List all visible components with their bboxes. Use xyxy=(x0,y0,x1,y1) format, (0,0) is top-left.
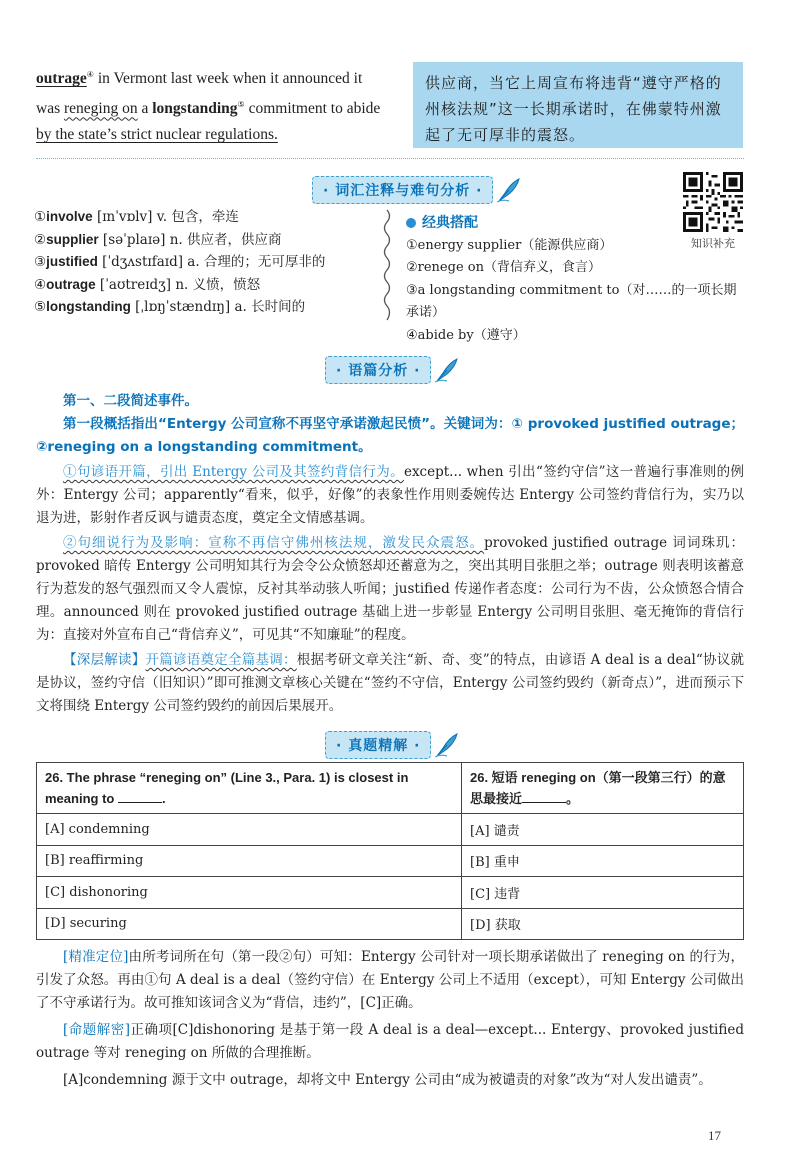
quill-pen-icon xyxy=(433,732,459,758)
distractor-analysis: [A]condemning 源于文中 outrage，却将文中 Entergy 公司由“成为被谴责的对象”改为“对人发出谴责”。 xyxy=(63,1072,712,1088)
analysis-section-header xyxy=(325,357,459,383)
option-b-zh[interactable]: [B] 重申 xyxy=(462,845,744,877)
option-row-a[interactable] xyxy=(37,814,744,846)
passage-text: by the state’s strict nuclear regulations. xyxy=(36,126,278,144)
vocab-word-outrage: outrage xyxy=(36,70,87,88)
option-a-zh[interactable]: [A] 谴责 xyxy=(462,814,744,846)
vocab-list xyxy=(34,206,384,319)
collocation-item: ④abide by（遵守） xyxy=(406,327,526,343)
vocab-section-title: · 词汇注释与难句分析 · xyxy=(312,176,493,204)
quill-pen-icon xyxy=(433,357,459,383)
footnote-mark: ④ xyxy=(86,70,94,79)
analysis-paragraph-3 xyxy=(36,649,744,718)
paragraph-text: except... when 引出“签约守信”这一普遍行事准则的例外：Entergy 公司；apparently“看来，似乎，好像”的表象性作用则委婉传达 Entergy 公司签约背信行为，实乃以退为进，影射作者反讽与谴责态度，奠定全文情感基调。 xyxy=(36,464,744,526)
question-zh: 26. 短语 reneging on（第一段第三行）的意思最接近 。 xyxy=(462,763,744,814)
page-number: 17 xyxy=(708,1128,721,1143)
vocab-item: ④outrage [ˈaʊtreɪdʒ] n. 义愤，愤怒 xyxy=(34,276,261,293)
analysis-summary: 第一段概括指出“Entergy 公司宣称不再坚守承诺激起民愤”。关键词为：① provoked justified outrage；②reneging on a longstanding commitment。 xyxy=(36,416,744,455)
paragraph-lead: 开篇谚语奠定全篇基调： xyxy=(145,652,297,668)
secret-tag: [命题解密] xyxy=(63,1022,130,1038)
vocab-item: ①involve [ɪnˈvɒlv] v. 包含，牵连 xyxy=(34,209,239,225)
qr-code-icon[interactable] xyxy=(683,172,743,232)
qr-label: 知识补充 xyxy=(691,237,735,250)
bullet-dot-icon xyxy=(406,218,416,228)
vocab-item: ②supplier [səˈplaɪə] n. 供应者，供应商 xyxy=(34,231,282,248)
vocab-section-header xyxy=(312,177,521,203)
analysis-body xyxy=(36,390,744,718)
passage-line-1 xyxy=(36,62,404,92)
option-c-en[interactable]: [C] dishonoring xyxy=(37,877,462,909)
dotted-divider xyxy=(36,158,744,159)
footnote-mark: ⑤ xyxy=(237,100,245,110)
translation-box: 供应商，当它上周宣布将违背“遵守严格的州核法规”这一长期承诺时，在佛蒙特州激起了无可厚非的震怒。 xyxy=(413,62,743,148)
collocation-title: 经典搭配 xyxy=(406,212,746,235)
exam-section-header xyxy=(325,732,459,758)
quill-pen-icon xyxy=(495,177,521,203)
paragraph-text: 根据考研文章关注“新、奇、变”的特点，由谚语 A deal is a deal“协议就是协议，签约守信（旧知识）”即可推测文章核心关键在“签约不守信，Entergy 公司签约毁约（新奇点）”，进而预示下文将围绕 Entergy 公司签约毁约的前因后果展开。 xyxy=(36,652,745,714)
option-d-zh[interactable]: [D] 获取 xyxy=(462,908,744,940)
paragraph-lead: ①句谚语开篇，引出 Entergy 公司及其签约背信行为。 xyxy=(63,464,404,480)
exam-section-title: · 真题精解 · xyxy=(325,731,431,759)
question-row xyxy=(37,763,744,814)
option-row-d[interactable] xyxy=(37,908,744,940)
option-a-en[interactable]: [A] condemning xyxy=(37,814,462,846)
answer-explanation xyxy=(36,946,744,1092)
option-row-b[interactable] xyxy=(37,845,744,877)
option-c-zh[interactable]: [C] 违背 xyxy=(462,877,744,909)
vocab-word-longstanding: longstanding xyxy=(152,100,238,118)
collocation-item: ①energy supplier（能源供应商） xyxy=(406,237,613,253)
question-secret-paragraph xyxy=(36,1019,744,1065)
passage-text: commitment to abide xyxy=(244,100,381,118)
passage-line-2 xyxy=(36,92,404,122)
question-table xyxy=(36,762,744,940)
question-en: 26. The phrase “reneging on” (Line 3., Para. 1) is closest in meaning to . xyxy=(37,763,462,814)
passage-line-3 xyxy=(36,122,404,148)
option-row-c[interactable] xyxy=(37,877,744,909)
locate-tag: [精准定位] xyxy=(63,949,129,965)
collocation-item: ③a longstanding commitment to（对……的一项长期承诺） xyxy=(406,282,737,320)
key-phrase: reneging on xyxy=(63,100,138,118)
vocab-item: ⑤longstanding [ˌlɒŋˈstændɪŋ] a. 长时间的 xyxy=(34,299,306,315)
option-b-en[interactable]: [B] reaffirming xyxy=(37,845,462,877)
analysis-paragraph-2 xyxy=(36,532,744,647)
vocab-item: ③justified [ˈdʒʌstɪfaɪd] a. 合理的；无可厚非的 xyxy=(34,254,326,270)
paragraph-lead: ②句细说行为及影响：宣称不再信守佛州核法规，激发民众震怒。 xyxy=(63,535,485,551)
passage-text: was xyxy=(36,100,64,118)
analysis-paragraph-1 xyxy=(36,461,744,530)
option-d-en[interactable]: [D] securing xyxy=(37,908,462,940)
collocation-item: ②renege on（背信弃义，食言） xyxy=(406,260,601,275)
paragraph-text: provoked justified outrage 词词珠玑：provoked 暗传 Entergy 公司明知其行为会令公众愤怒却还蓄意为之，突出其明目张胆之举；outrage 则表明该蓄意行为惹发的怒气强烈而又令人震惊，反衬其举动骇人听闻；justified 传递作者态度：公司行为不齿，公众愤怒合情合理。announced 则在 provoked justified outrage 基础上进一步彰显 Entergy 公司明目张胆、毫无掩饰的背信行为：直接对外宣布自己“背信弃义”，可见其“不知廉耻”的程度。 xyxy=(36,535,745,643)
precise-locate-paragraph xyxy=(36,946,744,1015)
collocation-box xyxy=(406,212,746,347)
analysis-summary-head: 第一、二段简述事件。 xyxy=(63,393,198,409)
spiral-divider xyxy=(381,208,393,322)
passage-text: a xyxy=(137,100,153,118)
paragraph-text: 正确项[C]dishonoring 是基于第一段 A deal is a deal—except... Entergy、provoked justified outrage 等对 reneging on 所做的合理推断。 xyxy=(36,1022,744,1061)
analysis-section-title: · 语篇分析 · xyxy=(325,356,431,384)
passage-text: in Vermont last week when it announced it xyxy=(93,70,363,88)
deep-reading-tag: 【深层解读】 xyxy=(63,652,146,668)
paragraph-text: 由所考词所在句（第一段②句）可知：Entergy 公司针对一项长期承诺做出了 reneging on 的行为，引发了众怒。再由①句 A deal is a deal（签约守信）在 Entergy 公司上不适用（except），可知 Entergy 公司做出了不守承诺行为。故可推知该词含义为“背信，违约”，[C]正确。 xyxy=(36,949,744,1011)
passage-excerpt xyxy=(36,62,404,148)
